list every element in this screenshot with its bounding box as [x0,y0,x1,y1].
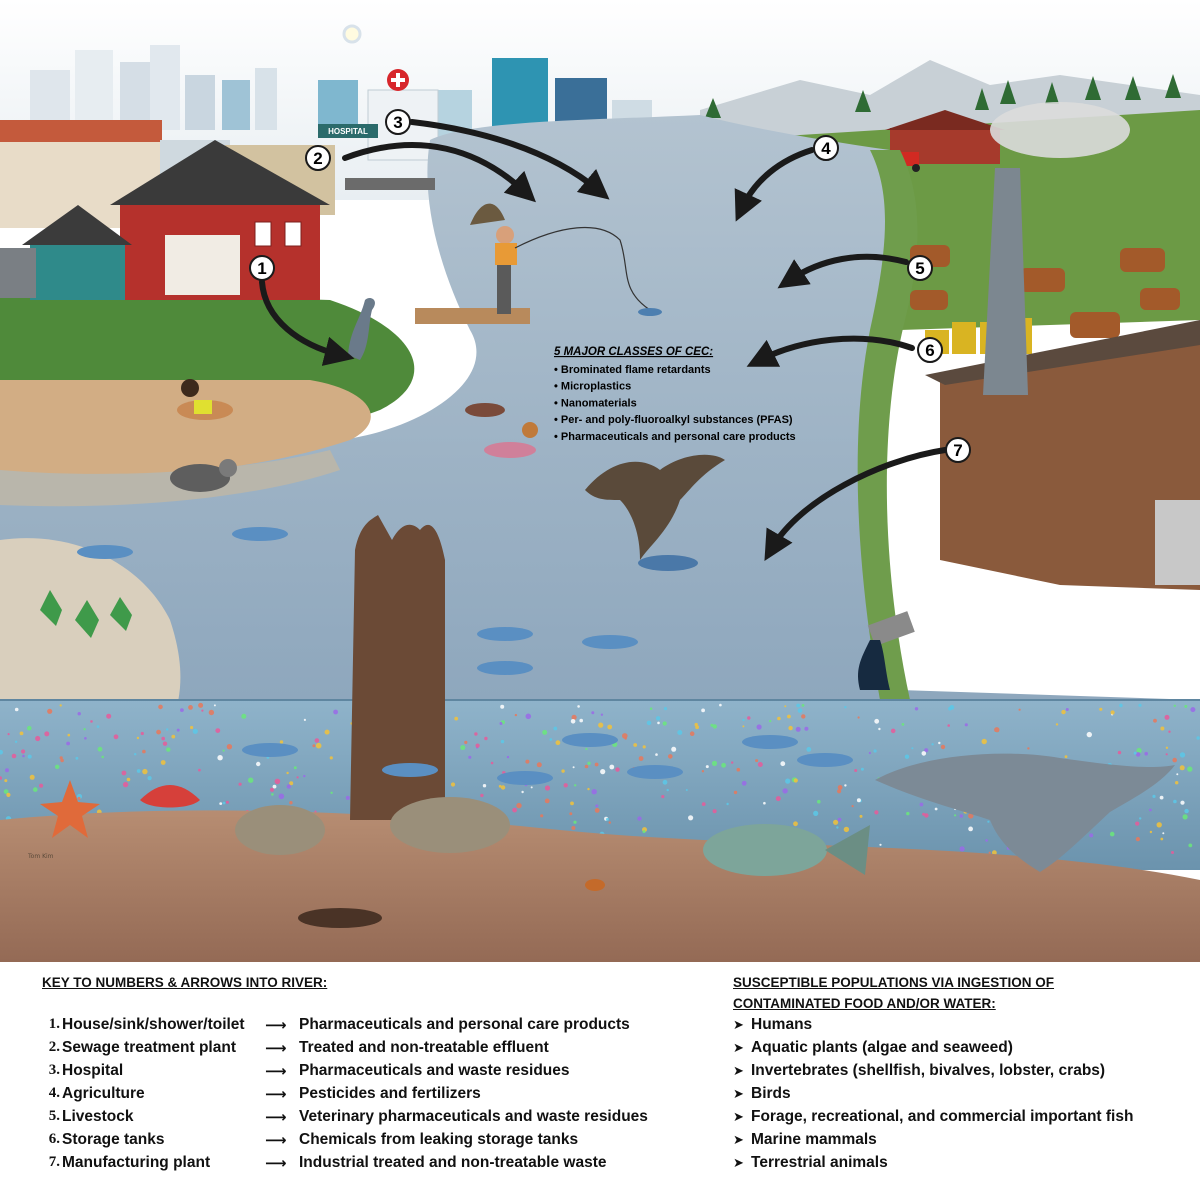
key-source: Agriculture [62,1085,145,1102]
bullet-arrow-icon: ➤ [733,1132,744,1147]
susceptible-item [733,1154,888,1172]
arrow-icon: ⟶ [265,1109,287,1126]
fish-icon [242,743,298,757]
marker-label: 7 [953,441,963,460]
marker-label: 3 [393,113,403,132]
key-number: 1. [48,1016,60,1032]
marker-label: 2 [313,149,323,168]
fish-icon [77,545,133,559]
arrow-icon: ⟶ [265,1086,287,1103]
fish-icon [497,771,553,785]
susceptible-item [733,1131,877,1149]
cec-title: 5 MAJOR CLASSES OF CEC: [554,346,714,358]
key-title: KEY TO NUMBERS & ARROWS INTO RIVER: [42,975,328,990]
key-number: 4. [48,1085,60,1101]
artist-signature: Tom Kim [28,853,54,860]
susceptible-item [733,1062,1105,1080]
arrow-icon: ⟶ [265,1040,287,1057]
fish-icon [638,308,662,316]
fish-icon [627,765,683,779]
key-effect: Pharmaceuticals and personal care products [299,1016,630,1033]
cec-item: • Microplastics [554,380,632,393]
arrow-icon: ⟶ [265,1132,287,1149]
marker-label: 5 [915,259,925,278]
key-effect: Industrial treated and non-treatable waste [299,1154,607,1171]
susceptible-label: Aquatic plants (algae and seaweed) [751,1039,1013,1056]
sun-icon [344,26,360,42]
susceptible-item [733,1039,1013,1057]
fish-icon [582,635,638,649]
crab-icon [585,879,605,891]
susceptible-item [733,1085,791,1103]
key-source: Sewage treatment plant [62,1039,236,1056]
key-effect: Pesticides and fertilizers [299,1085,481,1102]
hospital-cross-icon [387,69,409,91]
key-effect: Treated and non-treatable effluent [299,1039,549,1056]
cec-item: • Brominated flame retardants [554,364,711,376]
cec-item: • Nanomaterials [554,397,637,410]
marker-3 [386,110,410,134]
key-effect: Chemicals from leaking storage tanks [299,1131,579,1148]
marker-2 [306,146,330,170]
bullet-arrow-icon: ➤ [733,1063,744,1078]
key-source: House/sink/shower/toilet [62,1016,245,1033]
fish-icon [797,753,853,767]
fish-icon [382,763,438,777]
bullet-arrow-icon: ➤ [733,1109,744,1124]
arrow-icon: ⟶ [265,1017,287,1034]
susceptible-label: Humans [751,1016,813,1033]
arrow-icon: ⟶ [265,1063,287,1080]
bullet-arrow-icon: ➤ [733,1086,744,1101]
grey-house [0,248,36,298]
susceptible-label: Birds [751,1085,791,1102]
key-number: 6. [48,1131,60,1147]
marker-4 [814,136,838,160]
lobster-icon [298,908,382,928]
sewage-pipe [345,178,435,190]
marker-5 [908,256,932,280]
marker-1 [250,256,274,280]
hospital-sign: HOSPITAL [328,127,368,136]
bullet-arrow-icon: ➤ [733,1155,744,1170]
key-number: 2. [48,1039,60,1055]
cec-item: • Per- and poly-fluoroalkyl substances (PFAS) [554,414,793,427]
marker-label: 4 [821,139,831,158]
susceptible-title: SUSCEPTIBLE POPULATIONS VIA INGESTION OF CONTAMINATED FOOD AND/OR WATER: [733,975,1055,1011]
fish-icon [477,627,533,641]
bullet-arrow-icon: ➤ [733,1040,744,1055]
marker-label: 6 [925,341,935,360]
fish-icon [232,527,288,541]
key-effect: Pharmaceuticals and waste residues [299,1062,570,1079]
marker-7 [946,438,970,462]
susceptible-label: Terrestrial animals [751,1154,888,1171]
key-number: 5. [48,1108,60,1124]
susceptible-label: Forage, recreational, and commercial important fish [751,1108,1134,1125]
key-source: Storage tanks [62,1131,165,1148]
marker-6 [918,338,942,362]
cec-item: • Pharmaceuticals and personal care products [554,430,796,443]
legend-panel [0,962,1200,1200]
susceptible-item [733,1108,1133,1126]
fish-icon [562,733,618,747]
key-source: Livestock [62,1108,134,1125]
susceptible-label: Marine mammals [751,1131,877,1148]
key-source: Hospital [62,1062,124,1079]
key-source: Manufacturing plant [62,1154,211,1171]
susceptible-label: Invertebrates (shellfish, bivalves, lobster, crabs) [751,1062,1106,1079]
susceptible-item [733,1016,812,1034]
fish-icon [742,735,798,749]
bullet-arrow-icon: ➤ [733,1017,744,1032]
key-number: 3. [48,1062,60,1078]
key-effect: Veterinary pharmaceuticals and waste residues [299,1108,648,1125]
marker-label: 1 [257,259,267,278]
arrow-icon: ⟶ [265,1155,287,1172]
dock [415,308,530,324]
fish-icon [477,661,533,675]
key-number: 7. [48,1154,60,1170]
